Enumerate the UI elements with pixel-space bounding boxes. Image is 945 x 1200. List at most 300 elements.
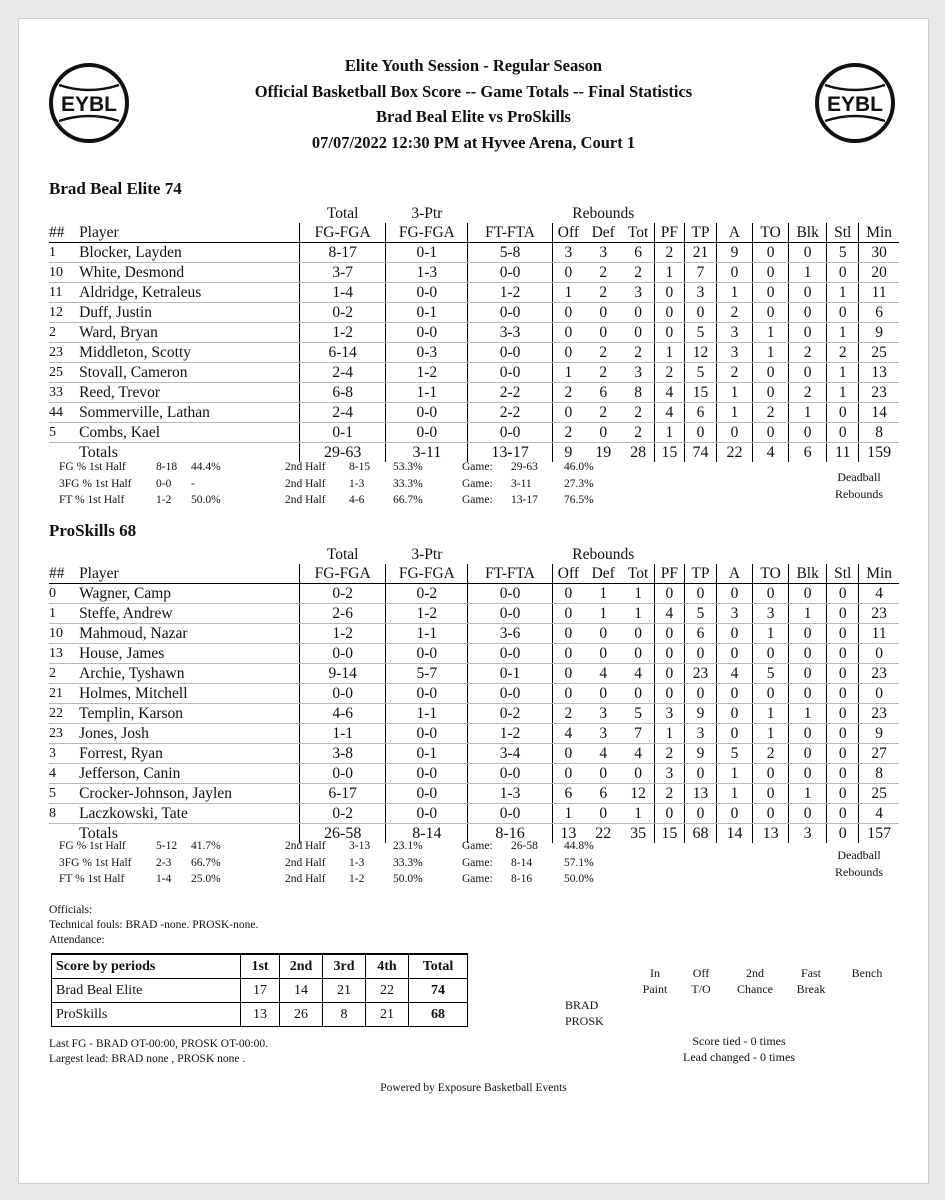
column-header-tp3: FG-FGA bbox=[386, 223, 468, 243]
player-to: 2 bbox=[753, 744, 789, 764]
player-to: 0 bbox=[753, 363, 789, 383]
split-h2p: 53.3% bbox=[393, 461, 423, 473]
period-score: 14 bbox=[280, 979, 323, 1003]
player-row bbox=[49, 303, 899, 323]
player-fg: 6-14 bbox=[300, 343, 386, 363]
other-stats-teams bbox=[565, 997, 625, 1029]
player-def: 0 bbox=[584, 804, 622, 824]
player-pf: 3 bbox=[654, 704, 684, 724]
player-off: 0 bbox=[552, 323, 584, 343]
player-tp: 6 bbox=[684, 403, 716, 423]
period-header: 2nd bbox=[280, 954, 323, 979]
player-ft: 3-3 bbox=[468, 323, 552, 343]
column-header-min: Min bbox=[859, 564, 899, 584]
player-blk: 1 bbox=[789, 263, 827, 283]
split-g: 13-17 bbox=[511, 494, 538, 506]
player-blk: 0 bbox=[789, 764, 827, 784]
split-h2: 1-3 bbox=[349, 477, 365, 490]
periods-row bbox=[52, 1003, 468, 1027]
player-blk: 0 bbox=[789, 804, 827, 824]
split-gp: 44.8% bbox=[564, 840, 594, 852]
player-num: 11 bbox=[49, 283, 79, 303]
last-fg: Last FG - BRAD OT-00:00, PROSK OT-00:00. bbox=[49, 1038, 268, 1050]
player-tot: 7 bbox=[622, 724, 654, 744]
column-header-ft: FT-FTA bbox=[468, 223, 552, 243]
player-pf: 1 bbox=[654, 263, 684, 283]
report-title: Official Basketball Box Score -- Game Totals -- Final Statistics bbox=[254, 81, 693, 101]
column-header-blk: Blk bbox=[789, 564, 827, 584]
player-to: 0 bbox=[753, 243, 789, 263]
column-group-header: Rebounds bbox=[572, 205, 635, 222]
split-h1p: 66.7% bbox=[191, 856, 221, 869]
player-pf: 1 bbox=[654, 423, 684, 443]
player-ft: 0-2 bbox=[468, 704, 552, 724]
player-ft: 5-8 bbox=[468, 243, 552, 263]
split-gp: 50.0% bbox=[564, 873, 594, 885]
player-a: 0 bbox=[716, 624, 752, 644]
player-min: 8 bbox=[859, 423, 899, 443]
player-stl: 0 bbox=[827, 744, 859, 764]
player-a: 1 bbox=[716, 764, 752, 784]
player-a: 9 bbox=[716, 243, 752, 263]
player-to: 1 bbox=[753, 343, 789, 363]
totals-name: Totals bbox=[79, 824, 300, 844]
split-glabel: Game: bbox=[462, 873, 493, 885]
player-tot: 0 bbox=[622, 764, 654, 784]
player-tp3: 0-0 bbox=[386, 784, 468, 804]
player-tot: 8 bbox=[622, 383, 654, 403]
player-ft: 0-0 bbox=[468, 363, 552, 383]
player-ft: 0-0 bbox=[468, 303, 552, 323]
player-tp3: 0-1 bbox=[386, 243, 468, 263]
rebounds-label: Rebounds bbox=[835, 865, 883, 879]
player-pf: 0 bbox=[654, 303, 684, 323]
player-blk: 0 bbox=[789, 724, 827, 744]
player-name: Reed, Trevor bbox=[79, 383, 300, 403]
player-tp: 21 bbox=[684, 243, 716, 263]
split-h2: 1-3 bbox=[349, 856, 365, 869]
totals-a: 14 bbox=[716, 824, 752, 844]
column-group-header bbox=[654, 204, 899, 223]
player-off: 0 bbox=[552, 764, 584, 784]
period-header: Total bbox=[409, 954, 468, 979]
player-ft: 0-0 bbox=[468, 343, 552, 363]
player-a: 0 bbox=[716, 724, 752, 744]
player-tp: 0 bbox=[684, 423, 716, 443]
player-tot: 0 bbox=[622, 323, 654, 343]
player-a: 0 bbox=[716, 644, 752, 664]
player-def: 1 bbox=[584, 604, 622, 624]
largest-lead: Largest lead: BRAD none , PROSK none . bbox=[49, 1053, 246, 1065]
player-tp: 7 bbox=[684, 263, 716, 283]
column-header-a: A bbox=[716, 223, 752, 243]
totals-tot: 35 bbox=[622, 824, 654, 844]
player-name: Sommerville, Lathan bbox=[79, 403, 300, 423]
player-fg: 0-2 bbox=[300, 303, 386, 323]
player-stl: 1 bbox=[827, 323, 859, 343]
player-off: 1 bbox=[552, 363, 584, 383]
player-blk: 0 bbox=[789, 243, 827, 263]
player-tp3: 0-0 bbox=[386, 684, 468, 704]
player-fg: 0-2 bbox=[300, 804, 386, 824]
totals-name: Totals bbox=[79, 443, 300, 463]
score-by-periods-table bbox=[51, 953, 468, 1027]
team-abbr: PROSK bbox=[565, 1014, 604, 1028]
player-to: 0 bbox=[753, 423, 789, 443]
split-gp: 46.0% bbox=[564, 461, 594, 473]
deadball-rebounds-proskills bbox=[799, 847, 919, 881]
player-tp3: 0-0 bbox=[386, 403, 468, 423]
player-tp3: 0-0 bbox=[386, 283, 468, 303]
column-header-fg: FG-FGA bbox=[300, 564, 386, 584]
player-blk: 0 bbox=[789, 323, 827, 343]
player-stl: 0 bbox=[827, 664, 859, 684]
player-blk: 0 bbox=[789, 363, 827, 383]
player-min: 14 bbox=[859, 403, 899, 423]
player-num: 5 bbox=[49, 423, 79, 443]
player-tp: 13 bbox=[684, 784, 716, 804]
lead-changed: Lead changed - 0 times bbox=[683, 1050, 795, 1064]
player-tp3: 1-1 bbox=[386, 624, 468, 644]
player-tp: 0 bbox=[684, 684, 716, 704]
player-tp3: 0-1 bbox=[386, 303, 468, 323]
split-h2: 3-13 bbox=[349, 840, 371, 852]
player-stl: 0 bbox=[827, 684, 859, 704]
player-row bbox=[49, 804, 899, 824]
player-a: 1 bbox=[716, 283, 752, 303]
split-h2p: 23.1% bbox=[393, 840, 423, 852]
player-pf: 2 bbox=[654, 363, 684, 383]
player-tp: 5 bbox=[684, 363, 716, 383]
player-ft: 0-0 bbox=[468, 263, 552, 283]
player-name: House, James bbox=[79, 644, 300, 664]
player-off: 1 bbox=[552, 283, 584, 303]
column-header-tot: Tot bbox=[622, 223, 654, 243]
player-name: Mahmoud, Nazar bbox=[79, 624, 300, 644]
player-stl: 0 bbox=[827, 624, 859, 644]
player-def: 0 bbox=[584, 423, 622, 443]
split-gp: 27.3% bbox=[564, 477, 594, 490]
player-name: Ward, Bryan bbox=[79, 323, 300, 343]
split-glabel: Game: bbox=[462, 494, 493, 506]
player-ft: 0-1 bbox=[468, 664, 552, 684]
player-to: 1 bbox=[753, 724, 789, 744]
player-def: 6 bbox=[584, 784, 622, 804]
totals-blk: 6 bbox=[789, 443, 827, 463]
player-fg: 9-14 bbox=[300, 664, 386, 684]
split-h2: 8-15 bbox=[349, 461, 371, 473]
split-h1: 5-12 bbox=[156, 840, 178, 852]
player-pf: 4 bbox=[654, 383, 684, 403]
player-tot: 6 bbox=[622, 243, 654, 263]
player-row bbox=[49, 664, 899, 684]
player-num: 44 bbox=[49, 403, 79, 423]
player-pf: 0 bbox=[654, 804, 684, 824]
player-min: 6 bbox=[859, 303, 899, 323]
player-to: 0 bbox=[753, 644, 789, 664]
player-fg: 1-4 bbox=[300, 283, 386, 303]
player-name: Archie, Tyshawn bbox=[79, 664, 300, 684]
player-tp: 5 bbox=[684, 604, 716, 624]
player-tp: 0 bbox=[684, 644, 716, 664]
split-label: FG % 1st Half bbox=[59, 461, 126, 473]
totals-pf: 15 bbox=[654, 443, 684, 463]
player-ft: 0-0 bbox=[468, 423, 552, 443]
player-ft: 3-4 bbox=[468, 744, 552, 764]
split-h1p: 50.0% bbox=[191, 494, 221, 506]
bench-header: Bench bbox=[851, 966, 883, 980]
player-min: 8 bbox=[859, 764, 899, 784]
player-to: 0 bbox=[753, 263, 789, 283]
player-tot: 3 bbox=[622, 363, 654, 383]
player-num: 21 bbox=[49, 684, 79, 704]
player-fg: 2-4 bbox=[300, 403, 386, 423]
player-num: 2 bbox=[49, 664, 79, 684]
period-team: ProSkills bbox=[52, 1003, 241, 1027]
player-tp: 23 bbox=[684, 664, 716, 684]
player-fg: 0-0 bbox=[300, 684, 386, 704]
player-blk: 0 bbox=[789, 624, 827, 644]
player-num: 23 bbox=[49, 724, 79, 744]
player-def: 0 bbox=[584, 684, 622, 704]
player-min: 23 bbox=[859, 704, 899, 724]
player-def: 3 bbox=[584, 704, 622, 724]
split-glabel: Game: bbox=[462, 477, 493, 490]
player-min: 25 bbox=[859, 343, 899, 363]
column-group-header: 3-Ptr bbox=[411, 546, 443, 563]
player-ft: 0-0 bbox=[468, 804, 552, 824]
player-num: 13 bbox=[49, 644, 79, 664]
split-gp: 76.5% bbox=[564, 494, 594, 506]
player-pf: 1 bbox=[654, 724, 684, 744]
column-header-def: Def bbox=[584, 223, 622, 243]
split-h2p: 33.3% bbox=[393, 856, 423, 869]
player-fg: 0-0 bbox=[300, 644, 386, 664]
split-label: FT % 1st Half bbox=[59, 873, 125, 885]
game-date-location: 07/07/2022 12:30 PM at Hyvee Arena, Court 1 bbox=[311, 132, 636, 152]
header-row bbox=[49, 223, 899, 243]
player-fg: 3-8 bbox=[300, 744, 386, 764]
player-def: 3 bbox=[584, 724, 622, 744]
player-a: 2 bbox=[716, 363, 752, 383]
player-def: 1 bbox=[584, 584, 622, 604]
player-def: 3 bbox=[584, 243, 622, 263]
player-def: 0 bbox=[584, 764, 622, 784]
player-to: 0 bbox=[753, 584, 789, 604]
column-header-pf: PF bbox=[654, 564, 684, 584]
player-name: Forrest, Ryan bbox=[79, 744, 300, 764]
player-tot: 4 bbox=[622, 664, 654, 684]
period-total: 74 bbox=[409, 979, 468, 1003]
player-tot: 12 bbox=[622, 784, 654, 804]
column-group-header bbox=[49, 545, 300, 564]
column-header-tp3: FG-FGA bbox=[386, 564, 468, 584]
totals-tot: 28 bbox=[622, 443, 654, 463]
player-blk: 1 bbox=[789, 704, 827, 724]
player-pf: 0 bbox=[654, 584, 684, 604]
game-notes bbox=[49, 903, 258, 948]
player-blk: 0 bbox=[789, 423, 827, 443]
box-score-sheet bbox=[18, 18, 929, 1184]
player-to: 0 bbox=[753, 764, 789, 784]
player-min: 30 bbox=[859, 243, 899, 263]
player-min: 9 bbox=[859, 323, 899, 343]
player-name: Steffe, Andrew bbox=[79, 604, 300, 624]
player-row bbox=[49, 604, 899, 624]
totals-stl: 0 bbox=[827, 824, 859, 844]
player-a: 0 bbox=[716, 584, 752, 604]
player-tp3: 1-2 bbox=[386, 604, 468, 624]
player-ft: 0-0 bbox=[468, 764, 552, 784]
column-header-min: Min bbox=[859, 223, 899, 243]
player-pf: 4 bbox=[654, 403, 684, 423]
split-label: 3FG % 1st Half bbox=[59, 856, 132, 869]
player-blk: 0 bbox=[789, 664, 827, 684]
period-header: 3rd bbox=[323, 954, 366, 979]
player-blk: 0 bbox=[789, 744, 827, 764]
player-a: 0 bbox=[716, 263, 752, 283]
totals-min: 159 bbox=[859, 443, 899, 463]
split-glabel: Game: bbox=[462, 461, 493, 473]
player-name: Stovall, Cameron bbox=[79, 363, 300, 383]
totals-ft: 13-17 bbox=[468, 443, 552, 463]
player-blk: 0 bbox=[789, 684, 827, 704]
column-header-stl: Stl bbox=[827, 223, 859, 243]
player-fg: 2-6 bbox=[300, 604, 386, 624]
player-min: 11 bbox=[859, 283, 899, 303]
period-total: 68 bbox=[409, 1003, 468, 1027]
player-row bbox=[49, 584, 899, 604]
player-row bbox=[49, 403, 899, 423]
column-header-num: ## bbox=[49, 564, 79, 584]
player-to: 0 bbox=[753, 684, 789, 704]
off-turnover-header: Off T/O bbox=[691, 966, 711, 996]
player-pf: 1 bbox=[654, 343, 684, 363]
player-off: 0 bbox=[552, 644, 584, 664]
player-fg: 8-17 bbox=[300, 243, 386, 263]
player-stl: 0 bbox=[827, 584, 859, 604]
split-label: 3FG % 1st Half bbox=[59, 477, 132, 490]
player-off: 4 bbox=[552, 724, 584, 744]
player-blk: 0 bbox=[789, 644, 827, 664]
split-h1: 2-3 bbox=[156, 856, 172, 869]
player-def: 2 bbox=[584, 283, 622, 303]
split-h1p: 25.0% bbox=[191, 873, 221, 885]
player-row bbox=[49, 243, 899, 263]
player-ft: 0-0 bbox=[468, 644, 552, 664]
team-abbr: BRAD bbox=[565, 998, 599, 1012]
player-tp3: 5-7 bbox=[386, 664, 468, 684]
player-a: 4 bbox=[716, 664, 752, 684]
player-min: 23 bbox=[859, 604, 899, 624]
player-blk: 1 bbox=[789, 604, 827, 624]
player-name: Templin, Karson bbox=[79, 704, 300, 724]
player-min: 4 bbox=[859, 584, 899, 604]
player-stl: 0 bbox=[827, 423, 859, 443]
in-paint-header: In Paint bbox=[642, 966, 668, 996]
column-group-header bbox=[654, 545, 899, 564]
team-title-brad: Brad Beal Elite 74 bbox=[49, 179, 182, 198]
player-name: Duff, Justin bbox=[79, 303, 300, 323]
totals-stl: 11 bbox=[827, 443, 859, 463]
player-off: 0 bbox=[552, 343, 584, 363]
player-stl: 0 bbox=[827, 764, 859, 784]
split-h2: 4-6 bbox=[349, 494, 365, 506]
split-h1p: 44.4% bbox=[191, 461, 221, 473]
totals-pf: 15 bbox=[654, 824, 684, 844]
player-off: 0 bbox=[552, 604, 584, 624]
player-min: 25 bbox=[859, 784, 899, 804]
player-to: 2 bbox=[753, 403, 789, 423]
split-h2label: 2nd Half bbox=[285, 494, 326, 506]
player-def: 6 bbox=[584, 383, 622, 403]
player-fg: 6-8 bbox=[300, 383, 386, 403]
player-pf: 0 bbox=[654, 323, 684, 343]
player-off: 2 bbox=[552, 704, 584, 724]
player-a: 0 bbox=[716, 804, 752, 824]
player-def: 4 bbox=[584, 664, 622, 684]
player-a: 3 bbox=[716, 323, 752, 343]
player-num: 1 bbox=[49, 243, 79, 263]
session-title: Elite Youth Session - Regular Season bbox=[344, 56, 603, 75]
totals-ft: 8-16 bbox=[468, 824, 552, 844]
player-tot: 2 bbox=[622, 423, 654, 443]
player-off: 0 bbox=[552, 403, 584, 423]
player-off: 2 bbox=[552, 423, 584, 443]
player-fg: 6-17 bbox=[300, 784, 386, 804]
player-row bbox=[49, 644, 899, 664]
column-group-header bbox=[468, 204, 552, 223]
column-header-tot: Tot bbox=[622, 564, 654, 584]
period-score: 8 bbox=[323, 1003, 366, 1027]
player-to: 1 bbox=[753, 323, 789, 343]
player-a: 1 bbox=[716, 383, 752, 403]
player-def: 0 bbox=[584, 303, 622, 323]
player-num: 22 bbox=[49, 704, 79, 724]
split-glabel: Game: bbox=[462, 840, 493, 852]
column-group-header: 3-Ptr bbox=[411, 205, 443, 222]
split-h1p: 41.7% bbox=[191, 840, 221, 852]
player-off: 0 bbox=[552, 744, 584, 764]
deadball-rebounds-brad bbox=[799, 469, 919, 503]
second-chance-header: 2nd Chance bbox=[737, 966, 773, 996]
player-to: 3 bbox=[753, 604, 789, 624]
column-header-off: Off bbox=[552, 564, 584, 584]
split-g: 3-11 bbox=[511, 477, 532, 490]
player-tp3: 1-2 bbox=[386, 363, 468, 383]
player-num: 0 bbox=[49, 584, 79, 604]
player-name: Crocker-Johnson, Jaylen bbox=[79, 784, 300, 804]
player-name: Jones, Josh bbox=[79, 724, 300, 744]
player-row bbox=[49, 624, 899, 644]
player-tp: 6 bbox=[684, 624, 716, 644]
player-tot: 3 bbox=[622, 283, 654, 303]
totals-off: 13 bbox=[552, 824, 584, 844]
period-score: 22 bbox=[366, 979, 409, 1003]
player-to: 1 bbox=[753, 624, 789, 644]
split-h1: 0-0 bbox=[156, 477, 172, 490]
header-row-top bbox=[49, 545, 899, 564]
split-h1: 8-18 bbox=[156, 461, 178, 473]
player-tp3: 1-3 bbox=[386, 263, 468, 283]
totals-a: 22 bbox=[716, 443, 752, 463]
player-num: 2 bbox=[49, 323, 79, 343]
player-num: 33 bbox=[49, 383, 79, 403]
officials: Officials: bbox=[49, 904, 93, 916]
player-row bbox=[49, 704, 899, 724]
column-header-a: A bbox=[716, 564, 752, 584]
totals-tp: 68 bbox=[684, 824, 716, 844]
